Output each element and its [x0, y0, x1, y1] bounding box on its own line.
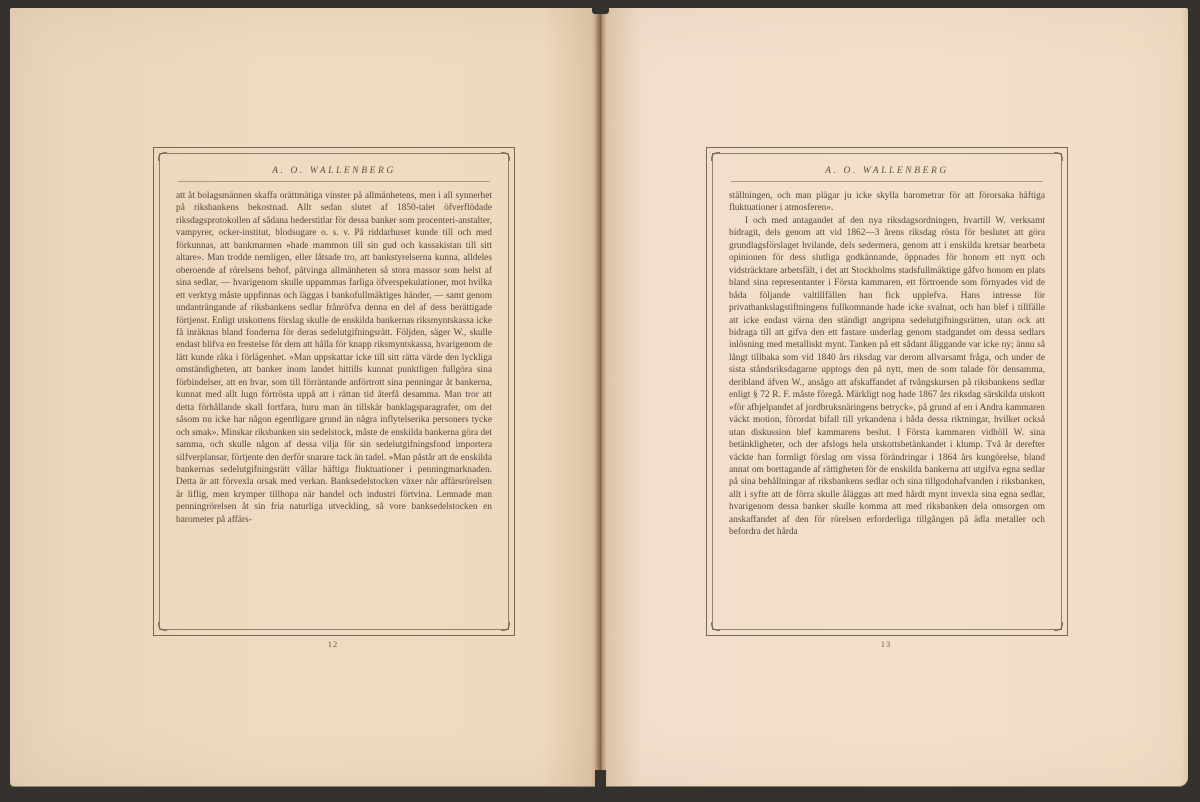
fold-notch-top	[592, 0, 609, 14]
frame-corner-ornament	[1054, 622, 1063, 631]
right-body-text	[729, 190, 1045, 616]
right-header-rule	[731, 181, 1043, 182]
frame-corner-ornament	[158, 152, 167, 161]
left-body-text	[176, 190, 492, 616]
paragraph: ställningen, och man plägar ju icke skylla barometrar för att förorsaka häftiga fluktuationer i atmosferen».	[729, 191, 1045, 214]
frame-corner-ornament	[501, 622, 510, 631]
left-running-header: A. O. WALLENBERG	[272, 166, 396, 176]
right-running-header: A. O. WALLENBERG	[825, 166, 949, 176]
frame-corner-ornament	[711, 152, 720, 161]
left-header-rule	[178, 181, 490, 182]
paragraph: att åt bolagsmännen skaffa orättmätiga vinster på allmänhetens, men i all synnerhet på riksbankens bekostnad. Allt sedan slutet af 1850-talet öfverflödade riksdagsprotokollen af sådana hederstitlar för dessa banker som procenteri-anstalter, vampyrer, ocker-institut, blodsugare o. s. v. På riddarhuset kunde till och med förkunnas, att bankmannen »hade mammon till sin gud och kassakistan till sitt altare». Man trodde nemligen, eller låtsade tro, att bankstyrelserna kunna, alldeles oberoende af rörelsens behof, påtvinga allmänheten så stora massor som helst af sina sedlar, — hvarigenom skulle uppammas farliga öfverspekulationer, mot hvilka ett verktyg måste uppfinnas och läggas i bankofullmäktiges händer, — samt genom undanträngande af riksbankens sedlar frånröfva denna en del af dess berättigade förtjenst. Enligt utskottens förslag skulle de enskilda bankernas riksmyntskassa icke få inräknas bland fonderna för deras sedelutgifningsrätt. Följden, säger W., skulle endast blifva en frestelse för dem att hålla för knapp riksmyntskassa, hvarigenom de lätt kunde råka i förlägenhet. »Man uppskattar icke till sitt rätta värde den lyckliga omständigheten, att banker inom landet hittills kunnat punktligen fullgöra sina förbindelser, att en hvar, som till förräntande anförtrott sina penningar åt bankerna, kunnat med allt lugn förtrösta uppå att i rättan tid återfå desamma. Man tror att detta förhållande skall fortfara, huru man än tillskär banklagsparagrafer, om det såsom nu icke har någon egentligare grund än några inflytelserika personers tycke och smak». Minskar riksbanken sin sedelstock, måste de enskilda bankerna göra det samma, och skulle någon af dessa vilja för sin sedelutgifningsfond importera silfverplansar, förtjente den derför snarare tack än tadel. »Man påstår att de enskilda bankernas sedelutgifningsrätt vållar häftiga fluktuationer i penningmarknaden. Detta är att förvexla orsak med verkan. Banksedelstocken växer när affärsrörelsen är liflig, men krymper tillhopa när handel och industri förtvina. Lemnade man penningrörelsen åt sin fria naturliga utveckling, så vore banksedelstocken en barometer på affärs-	[176, 191, 492, 525]
left-page-frame	[153, 147, 515, 636]
frame-corner-ornament	[1054, 152, 1063, 161]
left-page-number: 12	[327, 639, 339, 649]
fold-notch-bottom	[595, 770, 606, 802]
frame-corner-ornament	[501, 152, 510, 161]
frame-corner-ornament	[158, 622, 167, 631]
paragraph: I och med antagandet af den nya riksdagsordningen, hvartill W. verksamt bidragit, dels genom att vid 1862—3 årens riksdag rösta för beslutet att göra grundlagsförslaget hvilande, dels sedermera, genom att i enskilda kretsar bearbeta opinionen för dess slutliga godkännande, öppnades för honom ett nytt och vidsträcktare arbetsfält, i det att Stockholms stadsfullmäktige gåfvo honom en plats bland sina representanter i Första kammaren, ett förtroende som förnyades vid de båda följande valtillfällen han fick upplefva. Hans intresse för privatbankslagstiftningens fullkomnande hade icke svalnat, och han blef i tillfälle att icke endast värna den ständigt angripna sedelutgifningsrätten, utan ock att bidraga till att gifva den ett fastare underlag genom stadgandet om dessa sedlars inlösning med metalliskt mynt. Tanken på ett sådant åliggande var icke ny; ännu så långt tillbaka som vid 1840 års riksdag var derom allvarsamt fråga, och under de sista ståndsriksdagarne upptogs den på nytt, men de som talade för densamma, deribland äfven W., ansågo att afskaffandet af tvångskursen på riksbankens sedlar enligt § 72 R. F. måste föregå. Märkligt nog hade 1867 års riksdag särskilda utskott »för afhjelpandet af jordbruksnäringens betryck», på grund af en i Andra kammaren väckt motion, förordat bifall till yrkandena i båda dessa riktningar, hvilket också utan diskussion blef kammarens beslut. I Första kammaren vidhöll W. sina betänkligheter, och der afslogs hela utskottsbetänkandet i klump. Två år derefter väckte han formligt förslag om vissa förändringar i 1864 års kungörelse, bland annat om borttagande af rättigheten för de enskilda bankerna att utgifva egna sedlar på sina behållningar af riksbankens sedlar och sina tillgodohafvanden i riksbanken, allt i syfte att de förra skulle åläggas att med hårdt mynt invexla sina egna sedlar, hvarigenom dessa banker skulle komma att med riksbanken dela omsorgen om anskaffandet af den för rörelsen erforderliga tillgången på ädla metaller och befordra det hårda	[729, 215, 1045, 538]
right-page-number: 13	[880, 639, 892, 649]
frame-corner-ornament	[711, 622, 720, 631]
right-page-frame	[706, 147, 1068, 636]
